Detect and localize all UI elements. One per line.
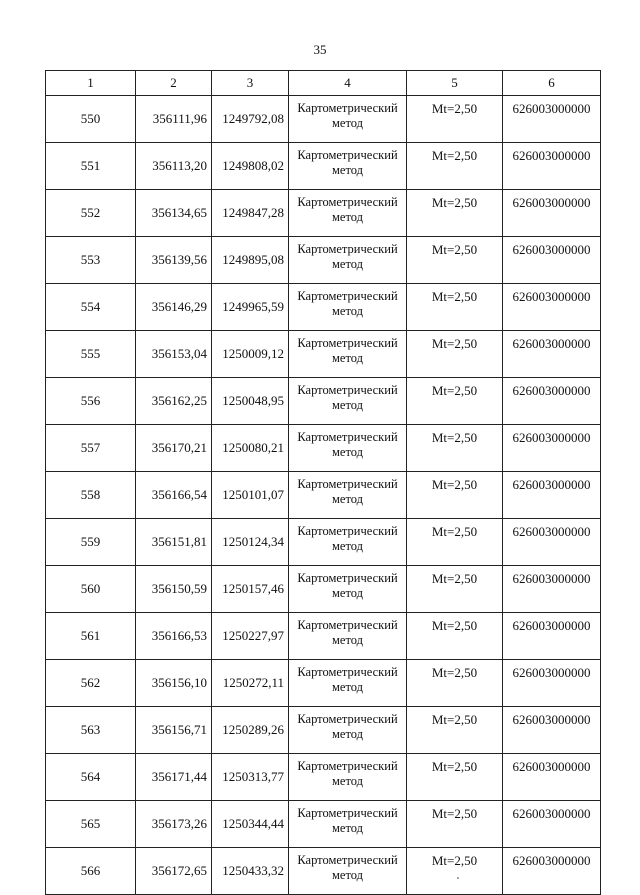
x-coordinate-cell: 356150,59 [136, 566, 212, 613]
column-header-6: 6 [503, 71, 601, 96]
table-row [46, 284, 601, 331]
code-cell: 626003000000 [503, 707, 601, 754]
method-cell: Картометрический метод [289, 425, 407, 472]
accuracy-cell: Mt=2,50 [407, 754, 503, 801]
point-number-cell: 552 [46, 190, 136, 237]
table-row [46, 801, 601, 848]
y-coordinate-cell: 1249808,02 [212, 143, 289, 190]
point-number-cell: 561 [46, 613, 136, 660]
y-coordinate-cell: 1250313,77 [212, 754, 289, 801]
point-number-cell: 558 [46, 472, 136, 519]
point-number-cell: 555 [46, 331, 136, 378]
scan-speck [457, 877, 459, 879]
column-header-4: 4 [289, 71, 407, 96]
code-cell: 626003000000 [503, 425, 601, 472]
method-cell: Картометрический метод [289, 331, 407, 378]
point-number-cell: 559 [46, 519, 136, 566]
y-coordinate-cell: 1250272,11 [212, 660, 289, 707]
column-header-1: 1 [46, 71, 136, 96]
table-row [46, 378, 601, 425]
method-cell: Картометрический метод [289, 660, 407, 707]
y-coordinate-cell: 1250227,97 [212, 613, 289, 660]
point-number-cell: 554 [46, 284, 136, 331]
code-cell: 626003000000 [503, 331, 601, 378]
table-row [46, 754, 601, 801]
point-number-cell: 550 [46, 96, 136, 143]
y-coordinate-cell: 1250289,26 [212, 707, 289, 754]
code-cell: 626003000000 [503, 801, 601, 848]
page-number: 35 [313, 42, 327, 57]
coordinates-table [45, 70, 601, 895]
table-row [46, 96, 601, 143]
point-number-cell: 565 [46, 801, 136, 848]
x-coordinate-cell: 356156,10 [136, 660, 212, 707]
code-cell: 626003000000 [503, 378, 601, 425]
column-header-3: 3 [212, 71, 289, 96]
accuracy-cell: Mt=2,50 [407, 519, 503, 566]
code-cell: 626003000000 [503, 237, 601, 284]
x-coordinate-cell: 356111,96 [136, 96, 212, 143]
y-coordinate-cell: 1250048,95 [212, 378, 289, 425]
point-number-cell: 564 [46, 754, 136, 801]
table-row [46, 613, 601, 660]
header-row [46, 71, 601, 96]
method-cell: Картометрический метод [289, 707, 407, 754]
y-coordinate-cell: 1250344,44 [212, 801, 289, 848]
y-coordinate-cell: 1250124,34 [212, 519, 289, 566]
point-number-cell: 557 [46, 425, 136, 472]
accuracy-cell: Mt=2,50 [407, 660, 503, 707]
table-row [46, 660, 601, 707]
method-cell: Картометрический метод [289, 378, 407, 425]
column-header-5: 5 [407, 71, 503, 96]
x-coordinate-cell: 356113,20 [136, 143, 212, 190]
accuracy-cell: Mt=2,50 [407, 425, 503, 472]
point-number-cell: 566 [46, 848, 136, 895]
y-coordinate-cell: 1249895,08 [212, 237, 289, 284]
method-cell: Картометрический метод [289, 237, 407, 284]
method-cell: Картометрический метод [289, 284, 407, 331]
code-cell: 626003000000 [503, 613, 601, 660]
y-coordinate-cell: 1250009,12 [212, 331, 289, 378]
accuracy-cell: Mt=2,50 [407, 331, 503, 378]
column-header-2: 2 [136, 71, 212, 96]
x-coordinate-cell: 356170,21 [136, 425, 212, 472]
code-cell: 626003000000 [503, 284, 601, 331]
table-row [46, 237, 601, 284]
x-coordinate-cell: 356173,26 [136, 801, 212, 848]
table-row [46, 472, 601, 519]
method-cell: Картометрический метод [289, 519, 407, 566]
code-cell: 626003000000 [503, 566, 601, 613]
y-coordinate-cell: 1250157,46 [212, 566, 289, 613]
code-cell: 626003000000 [503, 190, 601, 237]
y-coordinate-cell: 1250080,21 [212, 425, 289, 472]
code-cell: 626003000000 [503, 660, 601, 707]
code-cell: 626003000000 [503, 848, 601, 895]
point-number-cell: 562 [46, 660, 136, 707]
method-cell: Картометрический метод [289, 613, 407, 660]
y-coordinate-cell: 1249965,59 [212, 284, 289, 331]
x-coordinate-cell: 356171,44 [136, 754, 212, 801]
code-cell: 626003000000 [503, 143, 601, 190]
x-coordinate-cell: 356162,25 [136, 378, 212, 425]
code-cell: 626003000000 [503, 472, 601, 519]
accuracy-cell: Mt=2,50 [407, 613, 503, 660]
method-cell: Картометрический метод [289, 566, 407, 613]
method-cell: Картометрический метод [289, 143, 407, 190]
table-header [46, 71, 601, 96]
code-cell: 626003000000 [503, 96, 601, 143]
table-row [46, 707, 601, 754]
accuracy-cell: Mt=2,50 [407, 566, 503, 613]
code-cell: 626003000000 [503, 754, 601, 801]
accuracy-cell: Mt=2,50 [407, 237, 503, 284]
table-row [46, 190, 601, 237]
accuracy-cell: Mt=2,50 [407, 190, 503, 237]
y-coordinate-cell: 1250433,32 [212, 848, 289, 895]
method-cell: Картометрический метод [289, 472, 407, 519]
x-coordinate-cell: 356172,65 [136, 848, 212, 895]
accuracy-cell: Mt=2,50 [407, 472, 503, 519]
table-row [46, 848, 601, 895]
accuracy-cell: Mt=2,50 [407, 378, 503, 425]
point-number-cell: 553 [46, 237, 136, 284]
table-row [46, 143, 601, 190]
y-coordinate-cell: 1249847,28 [212, 190, 289, 237]
point-number-cell: 551 [46, 143, 136, 190]
method-cell: Картометрический метод [289, 801, 407, 848]
table-row [46, 566, 601, 613]
accuracy-cell: Mt=2,50 [407, 801, 503, 848]
accuracy-cell: Mt=2,50 [407, 96, 503, 143]
accuracy-cell: Mt=2,50 [407, 143, 503, 190]
x-coordinate-cell: 356151,81 [136, 519, 212, 566]
x-coordinate-cell: 356134,65 [136, 190, 212, 237]
point-number-cell: 560 [46, 566, 136, 613]
method-cell: Картометрический метод [289, 754, 407, 801]
x-coordinate-cell: 356166,53 [136, 613, 212, 660]
x-coordinate-cell: 356146,29 [136, 284, 212, 331]
accuracy-cell: Mt=2,50 [407, 848, 503, 895]
accuracy-cell: Mt=2,50 [407, 284, 503, 331]
point-number-cell: 556 [46, 378, 136, 425]
table-row [46, 331, 601, 378]
method-cell: Картометрический метод [289, 96, 407, 143]
table-row [46, 425, 601, 472]
x-coordinate-cell: 356153,04 [136, 331, 212, 378]
x-coordinate-cell: 356166,54 [136, 472, 212, 519]
y-coordinate-cell: 1250101,07 [212, 472, 289, 519]
x-coordinate-cell: 356156,71 [136, 707, 212, 754]
code-cell: 626003000000 [503, 519, 601, 566]
y-coordinate-cell: 1249792,08 [212, 96, 289, 143]
method-cell: Картометрический метод [289, 190, 407, 237]
x-coordinate-cell: 356139,56 [136, 237, 212, 284]
table-body [46, 96, 601, 895]
point-number-cell: 563 [46, 707, 136, 754]
table-row [46, 519, 601, 566]
accuracy-cell: Mt=2,50 [407, 707, 503, 754]
method-cell: Картометрический метод [289, 848, 407, 895]
